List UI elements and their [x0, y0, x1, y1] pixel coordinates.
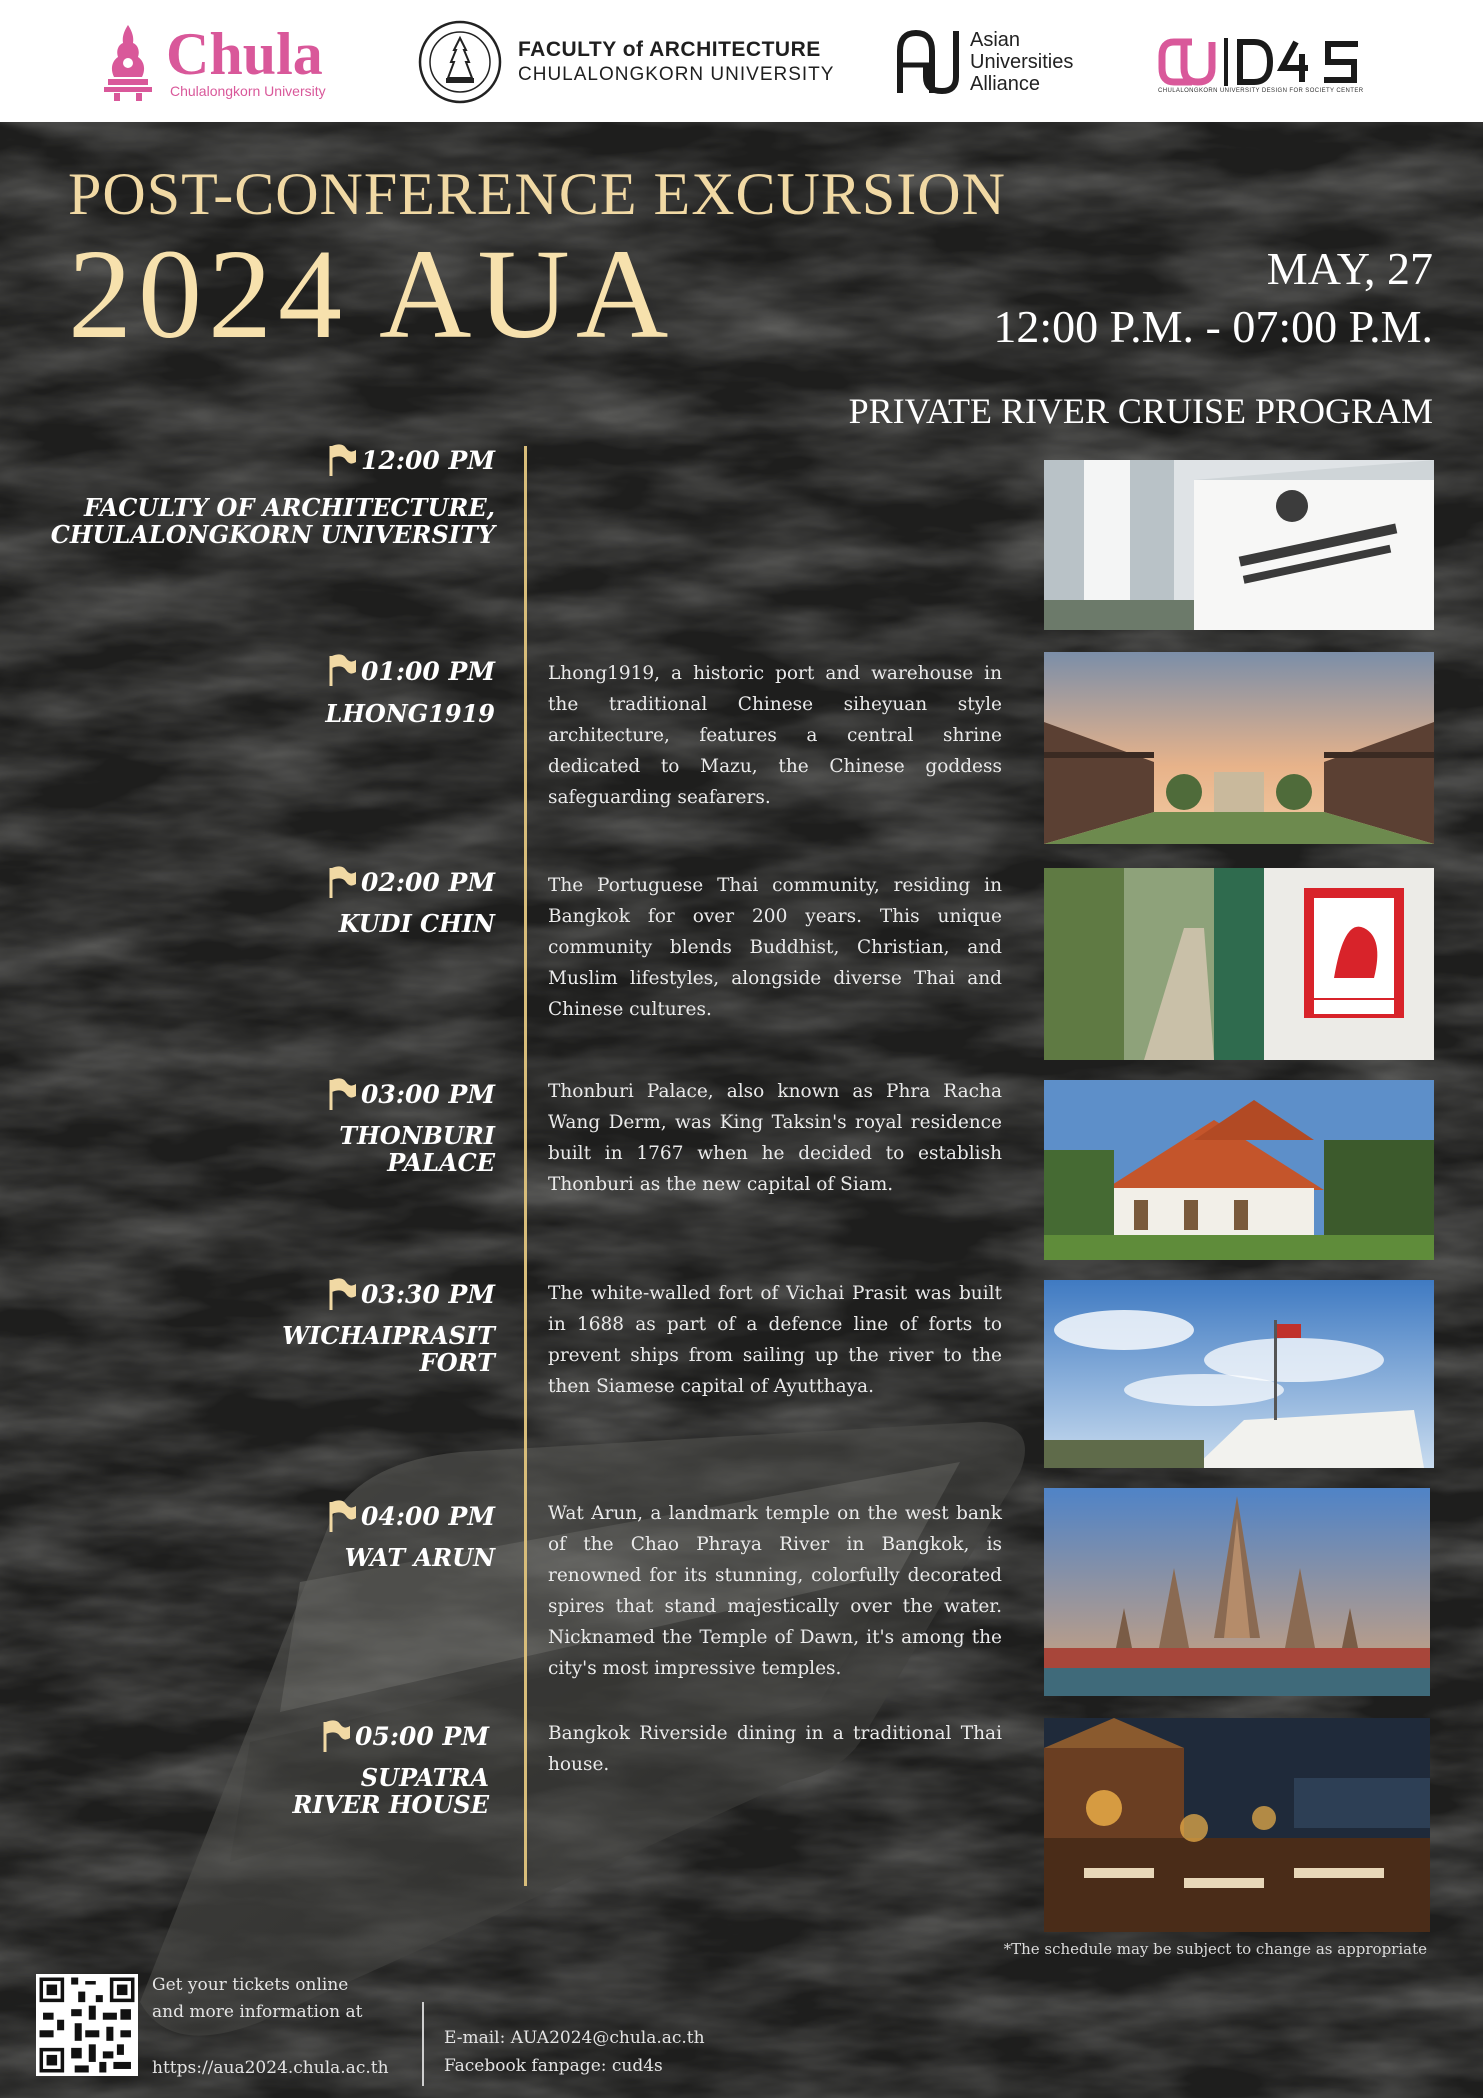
stop-description: Lhong1919, a historic port and warehouse in the traditional Chinese siheyuan style architecture, features a central shrine dedicated to Mazu, the Chinese goddess safeguarding seafarers.: [548, 663, 1002, 808]
stop-time: 01:00 PM: [361, 657, 495, 686]
thonburi-palace-photo: [1044, 1080, 1434, 1260]
title-small: POST-CONFERENCE EXCURSION: [68, 161, 1006, 227]
flag-icon: [328, 1498, 358, 1534]
aua-logo: [896, 18, 1073, 106]
logo-bar: [0, 0, 1483, 122]
tickets-info: [152, 1972, 362, 2026]
stop-description: The Portuguese Thai community, residing in Bangkok for over 200 years. This unique community blends Buddhist, Christian, and Muslim lifestyles, alongside diverse Thai and Chinese cultures.: [548, 875, 1002, 1020]
facebook-fanpage[interactable]: Facebook fanpage: cud4s: [444, 2056, 663, 2076]
chula-logo: [98, 18, 326, 106]
stop-description: The white-walled fort of Vichai Prasit was built in 1688 as part of a defence line of forts to prevent ships from sailing up the river to the then Siamese capital of Ayutthaya.: [548, 1283, 1002, 1397]
flag-icon: [328, 442, 358, 478]
stop-name: WAT ARUN: [344, 1543, 495, 1572]
website-link[interactable]: https://aua2024.chula.ac.th: [152, 2058, 389, 2078]
flag-icon: [328, 1076, 358, 1112]
faculty-name: FACULTY of ARCHITECTURE: [518, 38, 821, 61]
university-name: CHULALONGKORN UNIVERSITY: [518, 64, 835, 85]
faculty-building-photo: [1044, 460, 1434, 630]
stop-name: FACULTY OF ARCHITECTURE, CHULALONGKORN UNIVERSITY: [50, 493, 495, 549]
stop-name: THONBURI PALACE: [339, 1121, 495, 1177]
contact-info: [444, 2024, 705, 2080]
faculty-architecture-logo: [418, 18, 834, 106]
supatra-river-house-photo: [1044, 1718, 1430, 1932]
aua-line-1: Asian: [970, 29, 1021, 51]
wat-arun-photo: [1044, 1488, 1430, 1696]
stop-time: 05:00 PM: [355, 1722, 489, 1751]
footer-divider: [422, 2002, 424, 2086]
event-time: 12:00 P.M. - 07:00 P.M.: [993, 301, 1433, 352]
chula-crest-icon: [98, 21, 158, 103]
stop-name: LHONG1919: [325, 699, 495, 728]
cud4s-subtitle: CHULALONGKORN UNIVERSITY DESIGN FOR SOCIETY CENTER: [1158, 88, 1364, 94]
tickets-line-2: and more information at: [152, 2002, 363, 2022]
faculty-seal-icon: [418, 20, 502, 104]
stop-description: Thonburi Palace, also known as Phra Racha Wang Derm, was King Taksin's royal residence built in 1767 when he decided to establish Thonburi as the new capital of Siam.: [548, 1081, 1002, 1195]
tickets-line-1: Get your tickets online: [152, 1975, 349, 1995]
stop-description: Bangkok Riverside dining in a traditional Thai house.: [548, 1723, 1002, 1775]
contact-email[interactable]: E-mail: AUA2024@chula.ac.th: [444, 2028, 705, 2048]
chula-subtitle: Chulalongkorn University: [170, 83, 326, 99]
stop-time: 02:00 PM: [361, 868, 495, 897]
event-date: MAY, 27: [1266, 243, 1433, 294]
stop-name: KUDI CHIN: [338, 909, 495, 938]
lhong1919-photo: [1044, 652, 1434, 844]
stop-time: 04:00 PM: [361, 1502, 495, 1531]
poster: [0, 122, 1483, 2098]
schedule-footnote: *The schedule may be subject to change as appropriate: [1003, 1940, 1427, 1958]
aua-mark-icon: [896, 27, 962, 97]
program-title: PRIVATE RIVER CRUISE PROGRAM: [848, 391, 1433, 431]
kudi-chin-photo: [1044, 868, 1434, 1060]
stop-time: 03:30 PM: [361, 1280, 495, 1309]
flag-icon: [328, 652, 358, 688]
flag-icon: [328, 1276, 358, 1312]
title-big: 2024 AUA: [68, 223, 675, 365]
timeline-line: [524, 446, 527, 1886]
stop-time: 12:00 PM: [361, 446, 495, 475]
stop-name: WICHAIPRASIT FORT: [282, 1321, 495, 1377]
chula-wordmark: Chula: [166, 21, 323, 87]
wichaiprasit-fort-photo: [1044, 1280, 1434, 1468]
stop-time: 03:00 PM: [361, 1080, 495, 1109]
stop-name: SUPATRA RIVER HOUSE: [292, 1763, 489, 1819]
flag-icon: [322, 1718, 352, 1754]
aua-line-2: Universities: [970, 51, 1074, 73]
event-date-time: [993, 240, 1433, 356]
cud4s-wordmark-icon: [1158, 34, 1384, 90]
cud4s-logo: [1158, 18, 1384, 106]
stop-description: Wat Arun, a landmark temple on the west bank of the Chao Phraya River in Bangkok, is renowned for its stunning, colorfully decorated spires that stand majestically over the water. Nicknamed the Temple of Dawn, it's among the city's most impressive temples.: [548, 1503, 1002, 1679]
flag-icon: [328, 864, 358, 900]
aua-line-3: Alliance: [970, 73, 1041, 95]
qr-code-icon[interactable]: [36, 1974, 138, 2076]
